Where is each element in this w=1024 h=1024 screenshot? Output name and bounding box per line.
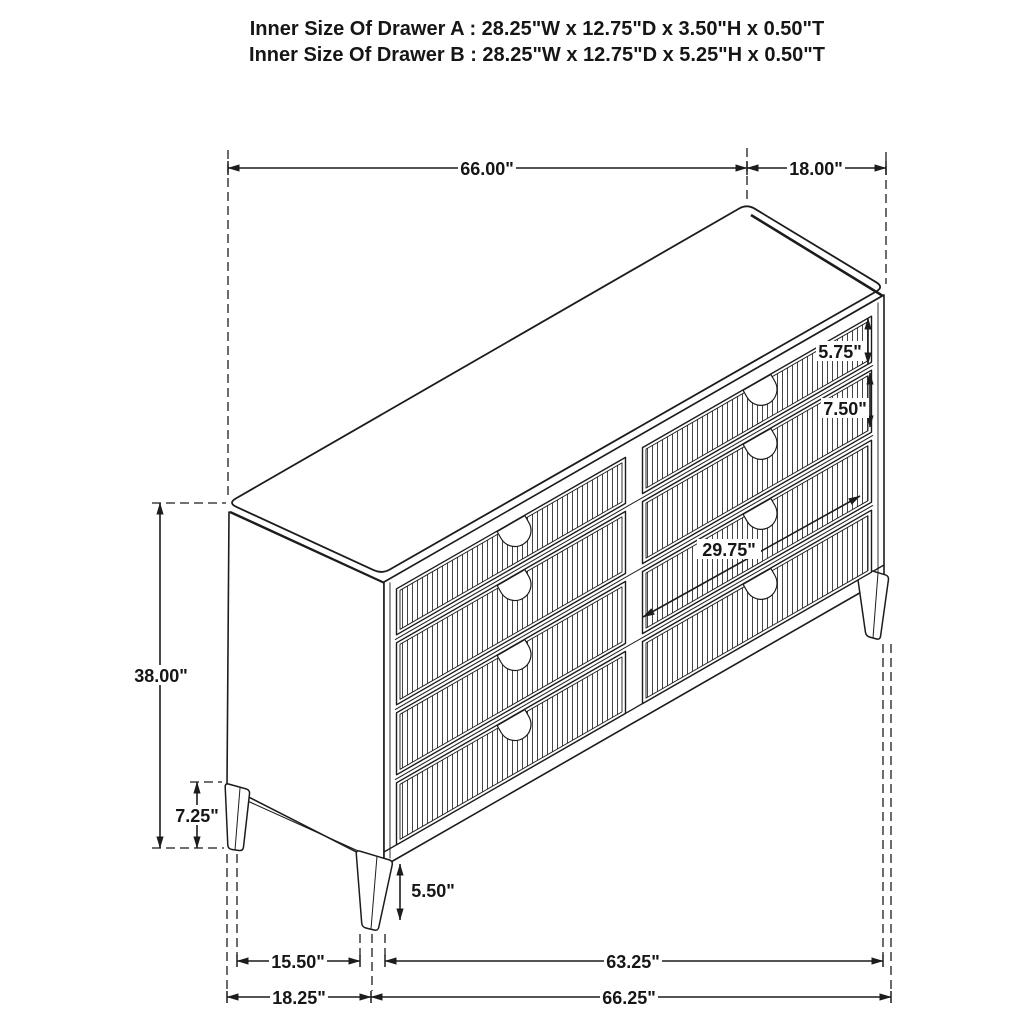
dim-label-back-leg-height	[173, 805, 221, 826]
dim-label-top-depth	[787, 158, 845, 179]
dim-label-drawer-b-front-height	[821, 398, 869, 419]
svg-text:7.25": 7.25"	[175, 806, 219, 826]
svg-text:18.00": 18.00"	[789, 159, 843, 179]
svg-text:66.00": 66.00"	[460, 159, 514, 179]
dim-label-drawer-a-front-height	[816, 341, 864, 362]
svg-text:66.25": 66.25"	[602, 988, 656, 1008]
dim-label-leg-span-inner	[269, 951, 327, 972]
dim-label-top-width	[458, 158, 516, 179]
svg-text:5.75": 5.75"	[818, 342, 862, 362]
svg-text:15.50": 15.50"	[271, 952, 325, 972]
dim-label-front-leg-span	[604, 951, 662, 972]
header-drawer-a-size: Inner Size Of Drawer A : 28.25"W x 12.75"D x 3.50"H x 0.50"T	[249, 18, 825, 40]
dim-label-front-leg-height	[409, 880, 457, 901]
dim-label-base-depth	[270, 987, 328, 1008]
svg-text:5.50": 5.50"	[411, 881, 455, 901]
svg-text:38.00": 38.00"	[134, 666, 188, 686]
dim-label-base-width	[600, 987, 658, 1008]
header-drawer-b-size: Inner Size Of Drawer B : 28.25"W x 12.75"D x 5.25"H x 0.50"T	[249, 44, 825, 66]
dresser-illustration	[225, 206, 888, 930]
dim-label-overall-height	[132, 665, 190, 686]
dim-label-drawer-front-width	[697, 539, 761, 560]
svg-text:18.25": 18.25"	[272, 988, 326, 1008]
svg-text:63.25": 63.25"	[606, 952, 660, 972]
svg-text:7.50": 7.50"	[823, 399, 867, 419]
svg-text:29.75": 29.75"	[702, 540, 756, 560]
